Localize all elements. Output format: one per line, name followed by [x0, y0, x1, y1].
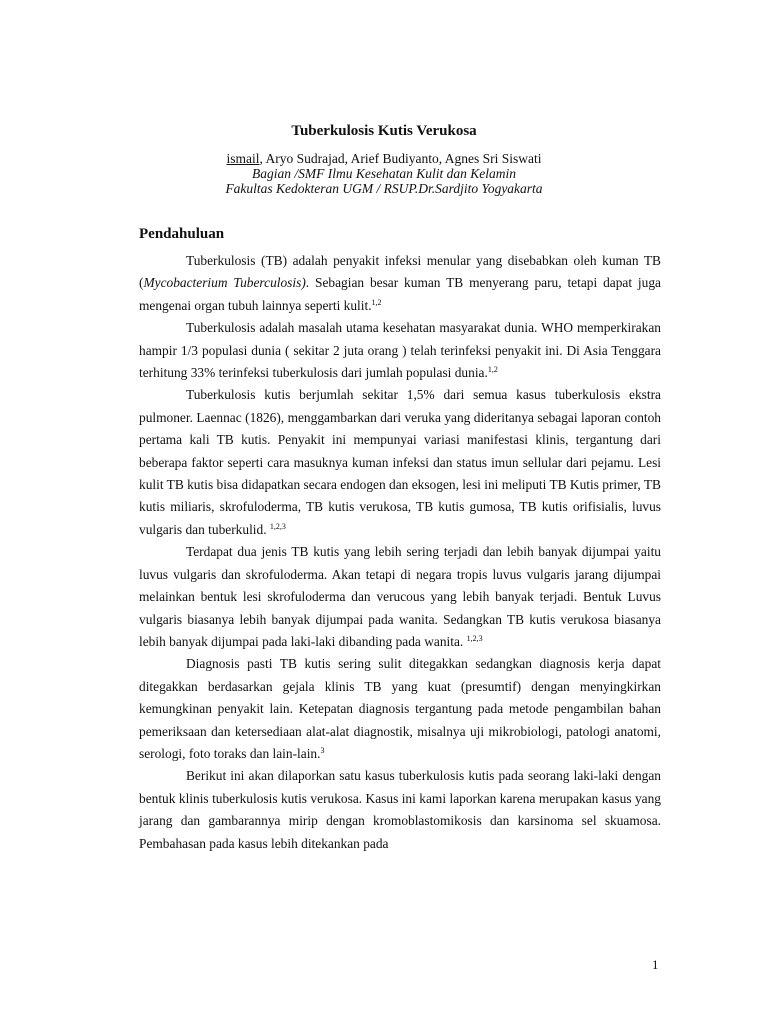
citation: 3	[320, 745, 325, 755]
italic-term: Mycobacterium Tuberculosis)	[143, 275, 306, 291]
citation: 1,2	[487, 365, 498, 375]
citation: 1,2	[371, 297, 382, 307]
page-number: 1	[652, 957, 659, 972]
paragraph: Tuberkulosis adalah masalah utama kesehatan masyarakat dunia. WHO memperkirakan hampir 1/3 populasi dunia ( sekitar 2 juta orang ) telah terinfeksi penyakit ini. Di Asia Tenggara terhitung 33% terinfeksi tuberkulosis dari jumlah populasi dunia.$^{1,2}$	[139, 320, 661, 381]
affiliation-faculty: Fakultas Kedokteran UGM / RSUP.Dr.Sardjito Yogyakarta	[225, 181, 543, 196]
author-list	[0, 151, 768, 167]
paragraph: Diagnosis pasti TB kutis sering sulit ditegakkan sedangkan diagnosis kerja dapat ditegakkan berdasarkan gejala klinis TB yang kuat (presumtif) dengan menyingkirkan kemungkinan penyakit lain. Ketepatan diagnosis tergantung pada metode pengambilan bahan pemeriksaan dan ketersediaan alat-alat diagnostik, misalnya uji mikrobiologi, patologi anatomi, serologi, foto toraks dan lain-lain.$^3$	[139, 656, 661, 761]
section-heading: Pendahuluan	[139, 226, 225, 242]
body-text	[139, 250, 661, 855]
citation: 1,2,3	[269, 521, 286, 531]
citation: 1,2,3	[466, 633, 483, 643]
paragraph: Tuberkulosis (TB) adalah penyakit infeksi menular yang disebabkan oleh kuman TB (Mycobacterium Tuberculosis). Sebagian besar kuman TB menyerang paru, tetapi dapat juga mengenai organ tubuh lainnya seperti kulit.$^{1,2}$	[139, 253, 661, 313]
other-authors: , Aryo Sudrajad, Arief Budiyanto, Agnes Sri Siswati	[259, 151, 542, 166]
paragraph: Terdapat dua jenis TB kutis yang lebih sering terjadi dan lebih banyak dijumpai yaitu luvus vulgaris dan skrofuloderma. Akan tetapi di negara tropis luvus vulgaris jarang dijumpai melainkan bentuk lesi skrofuloderma dan verucous yang lebih banyak terjadi. Bentuk Luvus vulgaris biasanya lebih banyak dijumpai pada wanita. Sedangkan TB kutis verukosa biasanya lebih banyak dijumpai pada laki-laki dibanding pada wanita. $^{1,2,3}$	[139, 544, 661, 649]
first-author-link[interactable]: ismail	[226, 151, 260, 166]
paragraph: Tuberkulosis kutis berjumlah sekitar 1,5% dari semua kasus tuberkulosis ekstra pulmoner. Laennac (1826), menggambarkan dari veruka yang dideritanya sebagai laporan contoh pertama kali TB kutis. Penyakit ini mempunyai variasi manifestasi klinis, tergantung dari beberapa faktor seperti cara masuknya kuman infeksi dan status imun sellular dari pejamu. Lesi kulit TB kutis bisa didapatkan secara endogen dan eksogen, lesi ini meliputi TB Kutis primer, TB kutis miliaris, skrofuloderma, TB kutis verukosa, TB kutis gumosa, TB kutis orifisialis, luvus vulgaris dan tuberkulid. $^{1,2,3}$	[139, 387, 661, 537]
affiliation-department: Bagian /SMF Ilmu Kesehatan Kulit dan Kelamin	[252, 166, 516, 181]
document-title: Tuberkulosis Kutis Verukosa	[291, 123, 477, 139]
paragraph: Berikut ini akan dilaporkan satu kasus tuberkulosis kutis pada seorang laki-laki dengan bentuk klinis tuberkulosis kutis verukosa. Kasus ini kami laporkan karena merupakan kasus yang jarang dan gambarannya mirip dengan kromoblastomikosis dan karsinoma sel skuamosa. Pembahasan pada kasus lebih ditekankan pada	[139, 768, 661, 851]
